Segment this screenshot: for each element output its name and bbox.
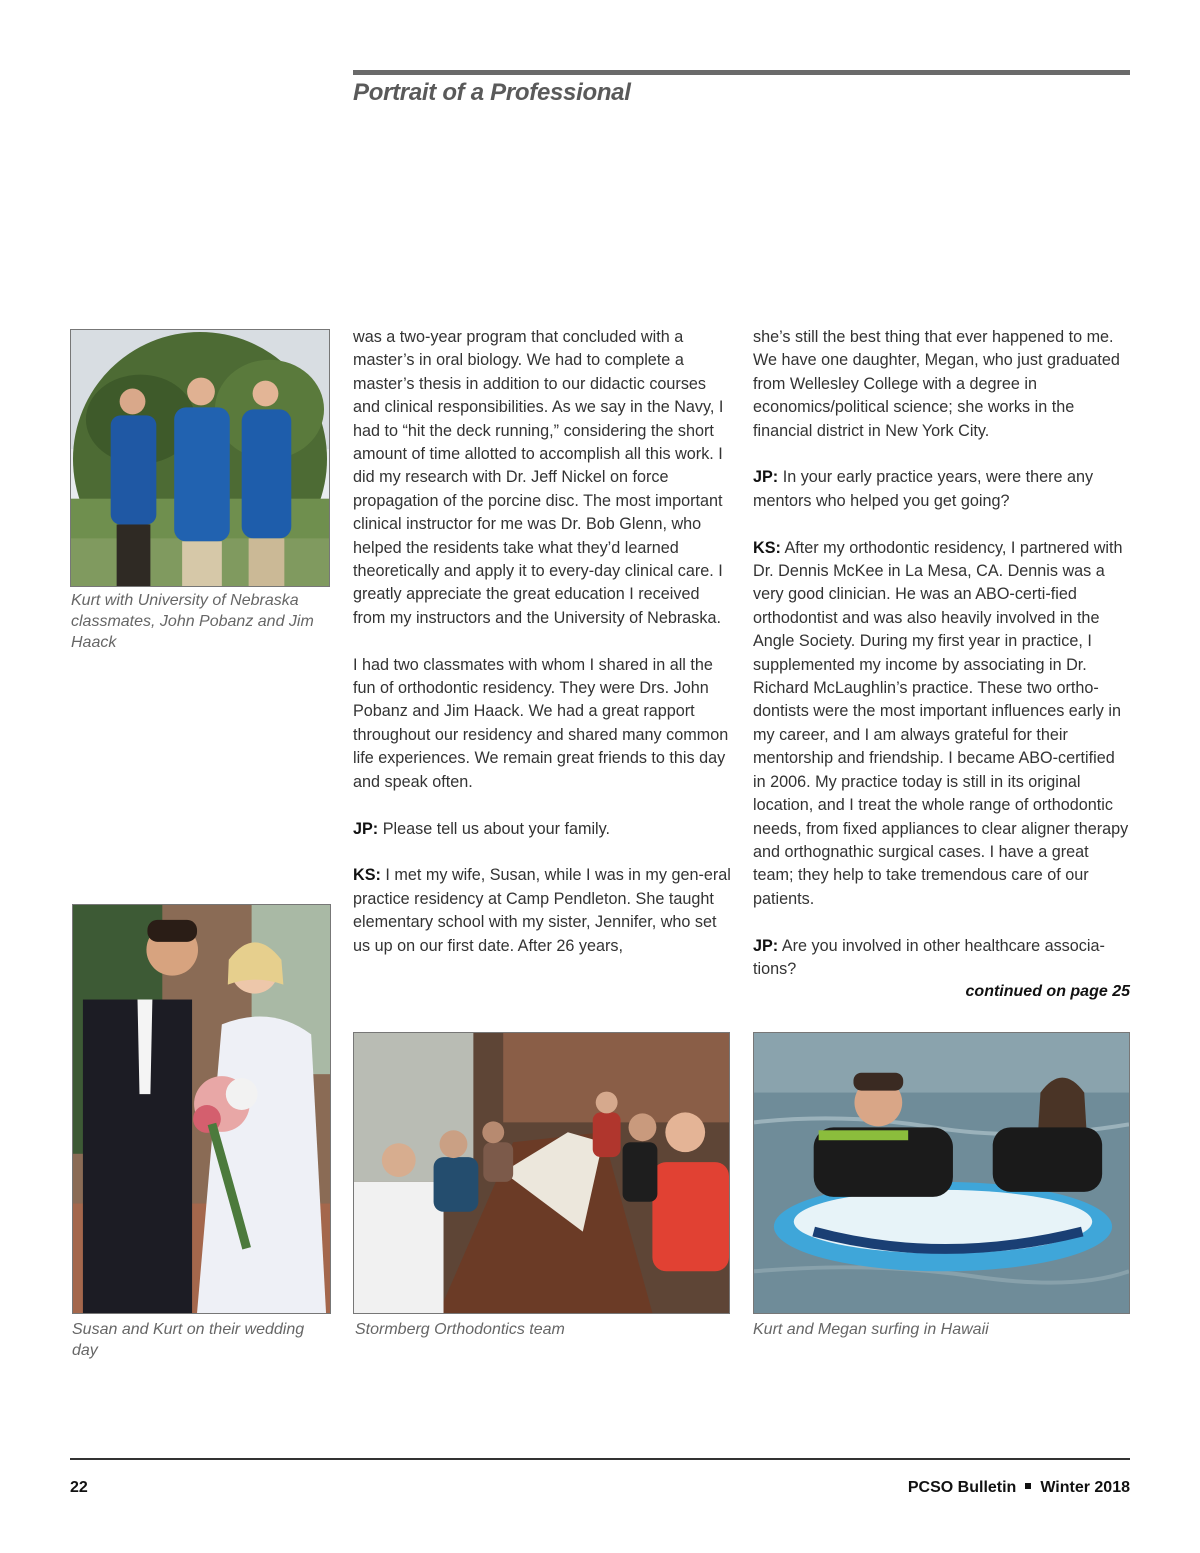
photo-wedding xyxy=(72,904,331,1314)
paragraph: was a two-year program that concluded with a master’s in oral biology. We had to complete a master’s thesis in addition to our didactic courses and clinical responsibilities. As we say in the Navy, I had to “hit the deck running,” considering the short amount of time allotted to accomplish all this work. I did my research with Dr. Jeff Nickel on force propagation of the porcine disc. The most important clinical instructor for me was Dr. Bob Glenn, who helped the residents take what they’d learned theoretically and apply it to every-day clinical care. I greatly appreciate the great education I received from my instructors and the University of Nebraska. xyxy=(353,328,724,627)
interview-question xyxy=(753,935,1131,982)
separator-square-icon xyxy=(1025,1483,1031,1489)
speaker-label: JP: xyxy=(753,468,779,487)
photo-surfing xyxy=(753,1032,1130,1314)
photo-team xyxy=(353,1032,730,1314)
publication-name: PCSO Bulletin xyxy=(907,1479,1017,1496)
article-column-2 xyxy=(753,326,1131,981)
page-number: 22 xyxy=(70,1479,88,1496)
article-column-1 xyxy=(353,326,731,958)
interview-answer xyxy=(753,537,1131,912)
footer-rule xyxy=(70,1458,1130,1460)
question-text: Please tell us about your family. xyxy=(382,819,611,838)
interview-question xyxy=(353,818,731,841)
speaker-label: JP: xyxy=(753,936,779,955)
paragraph: I had two classmates with whom I shared in all the fun of orthodontic residency. They were Drs. John Pobanz and Jim Haack. We had a great rapport throughout our residency and shared many common life experiences. We remain great friends to this day and speak often. xyxy=(353,655,729,791)
answer-text: After my orthodontic residency, I partnered with Dr. Dennis McKee in La Mesa, CA. Dennis was a very good clinician. He was an ABO-certi-fied orthodontist and was also heavily involved in the Angle Society. During my first year in practice, I supplemented my income by associating in Dr. Richard McLaughlin’s practice. These two ortho-dontists were the most important influences early in my career, and I am always grateful for their mentorship and friendship. I became ABO-certified in 2006. My practice today is still in its original location, and I treat the whole range of orthodontic needs, from fixed appliances to clear aligner therapy and orthognathic surgical cases. I have a great team; they help to take tremendous care of our patients. xyxy=(753,538,1129,908)
caption-wedding: Susan and Kurt on their wedding day xyxy=(72,1321,305,1359)
paragraph: she’s still the best thing that ever happened to me. We have one daughter, Megan, who just graduated from Wellesley College with a degree in economics/political science; she works in the financial district in New York City. xyxy=(753,328,1120,440)
photo-classmates xyxy=(70,329,330,587)
question-text: Are you involved in other healthcare associa-tions? xyxy=(753,936,1105,978)
continued-link[interactable]: continued on page 25 xyxy=(965,983,1130,1000)
caption-surfing: Kurt and Megan surfing in Hawaii xyxy=(753,1321,989,1338)
header-rule xyxy=(353,70,1130,75)
interview-answer xyxy=(353,864,731,958)
caption-team: Stormberg Orthodontics team xyxy=(355,1321,565,1338)
interview-question xyxy=(753,466,1131,513)
issue-label: Winter 2018 xyxy=(1040,1479,1130,1496)
answer-text: I met my wife, Susan, while I was in my gen-eral practice residency at Camp Pendleton. She taught elementary school with my sister, Jennifer, who set us up on our first date. After 26 years, xyxy=(353,866,731,955)
question-text: In your early practice years, were there any mentors who helped you get going? xyxy=(753,468,1094,510)
speaker-label: KS: xyxy=(753,538,781,557)
caption-classmates: Kurt with University of Nebraska classmates, John Pobanz and Jim Haack xyxy=(71,592,314,651)
speaker-label: JP: xyxy=(353,819,379,838)
speaker-label: KS: xyxy=(353,866,381,885)
publication-info xyxy=(908,1479,1130,1497)
section-title: Portrait of a Professional xyxy=(353,79,631,106)
